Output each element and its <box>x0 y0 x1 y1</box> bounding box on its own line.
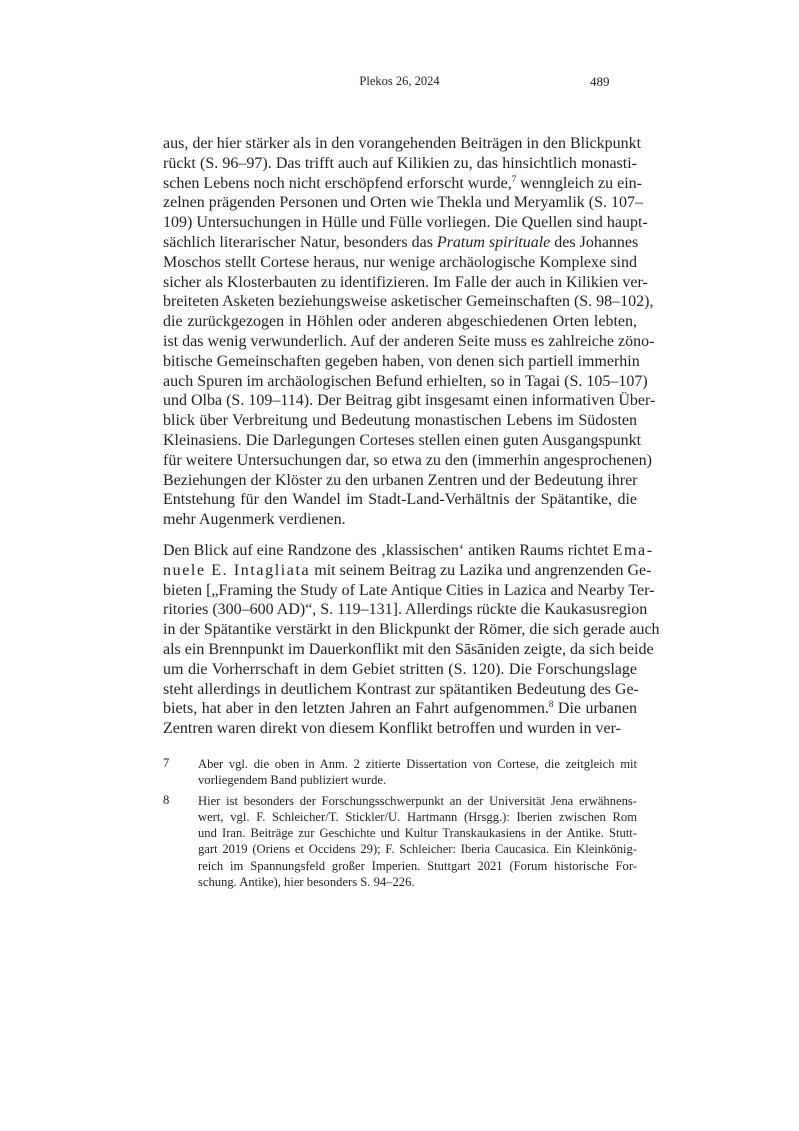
text-line: sächlich literarischer Natur, besonders das Pratum spirituale des Johannes <box>163 233 639 251</box>
paragraph-2 <box>163 541 660 739</box>
footnote-line: wert, vgl. F. Schleicher/T. Stickler/U. Hartmann (Hrsgg.): Iberien zwischen Rom <box>198 809 637 824</box>
text-line: schen Lebens noch nicht erschöpfend erforscht wurde,$^7$ wenngleich zu ein- <box>163 173 642 192</box>
text-line: 109) Untersuchungen in Hülle und Fülle vorliegen. Die Quellen sind haupt- <box>163 214 648 232</box>
page-number: 489 <box>590 74 610 89</box>
footnote-line: schung. Antike), hier besonders S. 94–226. <box>198 875 415 890</box>
footnote-ref: 8 <box>548 699 554 710</box>
text-line: bitische Gemeinschaften gegeben haben, von denen sich partiell immerhin <box>163 352 640 370</box>
italic-title: Pratum spirituale <box>436 233 551 251</box>
author-name: Ema- <box>612 542 654 559</box>
text-line: mehr Augenmerk verdienen. <box>163 511 346 529</box>
text-line: auch Spuren im archäologischen Befund erhielten, so in Tagai (S. 105–107) <box>163 372 648 390</box>
footnote-line: vorliegendem Band publiziert wurde. <box>198 773 387 788</box>
footnote-line: Aber vgl. die oben in Anm. 2 zitierte Dissertation von Cortese, die zeitgleich mit <box>198 757 637 771</box>
author-name: nuele E. Intagliata <box>163 561 311 579</box>
text-line: Beziehungen der Klöster zu den urbanen Zentren und der Bedeutung ihrer <box>163 471 638 489</box>
text-line: Den Blick auf eine Randzone des ‚klassischen‘ antiken Raums richtet Ema- <box>163 542 654 559</box>
text-line: die zurückgezogen in Höhlen oder anderen abgeschiedenen Orten lebten, <box>163 313 637 331</box>
footnote <box>163 756 637 789</box>
footnotes <box>163 756 637 894</box>
text-line: biets, hat aber in den letzten Jahren an Fahrt aufgenommen.$^8$ Die urbanen <box>163 699 638 718</box>
text-line: Entstehung für den Wandel im Stadt-Land-Verhältnis der Spätantike, die <box>163 491 637 509</box>
text-line: sicher als Klosterbauten zu identifizieren. Im Falle der auch in Kilikien ver- <box>163 273 648 291</box>
text-line: bieten [„Framing the Study of Late Antique Cities in Lazica and Nearby Ter- <box>163 581 655 599</box>
footnote-line: Hier ist besonders der Forschungsschwerpunkt an der Universität Jena erwähnens- <box>198 793 637 808</box>
text-line: in der Spätantike verstärkt in den Blickpunkt der Römer, die sich gerade auch <box>163 621 660 639</box>
footnote-text <box>198 793 637 891</box>
text-line: breiteten Asketen beziehungsweise asketischer Gemeinschaften (S. 98–102), <box>163 293 654 311</box>
text-line: um die Vorherrschaft in dem Gebiet stritten (S. 120). Die Forschungslage <box>163 660 637 678</box>
footnote-number: 7 <box>163 756 170 770</box>
footnote-line: gart 2019 (Oriens et Occidens 29); F. Schleicher: Iberia Caucasica. Ein Kleinkönig- <box>198 842 637 857</box>
text-line: aus, der hier stärker als in den vorangehenden Beiträgen in den Blickpunkt <box>163 135 642 152</box>
text-line: Kleinasiens. Die Darlegungen Corteses stellen einen guten Ausgangspunkt <box>163 431 642 449</box>
footnote-text <box>198 756 637 789</box>
text-line: ritories (300–600 AD)“, S. 119–131]. Allerdings rückte die Kaukasusregion <box>163 601 648 619</box>
footnote-number: 8 <box>163 792 170 807</box>
text-line: ist das wenig verwunderlich. Auf der anderen Seite muss es zahlreiche zöno- <box>163 332 655 350</box>
text-line: nuele E. Intagliata mit seinem Beitrag zu Lazika und angrenzenden Ge- <box>163 561 652 579</box>
paragraph-1 <box>163 134 656 530</box>
text-line: Zentren waren direkt von diesem Konflikt betroffen und wurden in ver- <box>163 720 621 738</box>
text-line: als ein Brennpunkt im Dauerkonflikt mit den Sāsāniden zeigte, da sich beide <box>163 640 654 658</box>
footnote <box>163 793 637 891</box>
text-line: steht allerdings in deutlichem Kontrast zur spätantiken Bedeutung des Ge- <box>163 680 639 698</box>
text-line: rückt (S. 96–97). Das trifft auch auf Kilikien zu, das hinsichtlich monasti- <box>163 154 637 172</box>
running-header: Plekos 26, 2024 <box>359 74 440 88</box>
footnote-ref: 7 <box>511 173 517 184</box>
text-line: blick über Verbreitung und Bedeutung monastischen Lebens im Südosten <box>163 412 637 430</box>
text-line: Moschos stellt Cortese heraus, nur wenige archäologische Komplexe sind <box>163 253 637 271</box>
footnote-line: und Iran. Beiträge zur Geschichte und Kultur Transkaukasiens in der Antike. Stutt- <box>198 826 637 841</box>
footnote-line: reich im Spannungsfeld großer Imperien. Stuttgart 2021 (Forum historische For- <box>198 858 637 873</box>
text-line: für weitere Untersuchungen dar, so etwa zu den (immerhin angesprochenen) <box>163 451 652 469</box>
text-line: und Olba (S. 109–114). Der Beitrag gibt insgesamt einen informativen Über- <box>163 392 656 410</box>
text-line: zelnen prägenden Personen und Orten wie Thekla und Meryamlik (S. 107– <box>163 194 644 212</box>
